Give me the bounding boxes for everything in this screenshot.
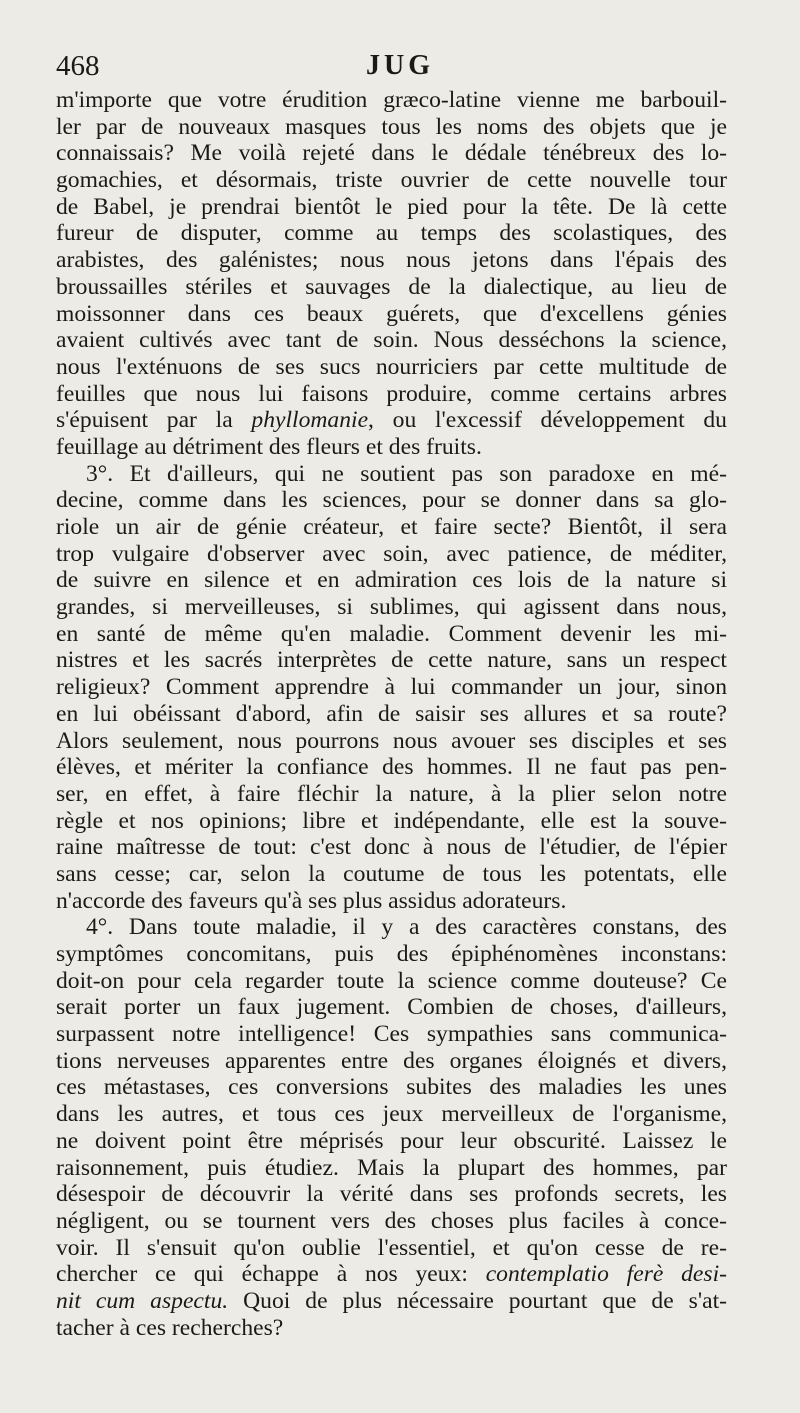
text-line: feuilles que nous lui faisons produire, comme certains arbres [56, 380, 727, 407]
text-line: en lui obéissant d'abord, afin de saisir ses allures et sa route? [56, 700, 727, 727]
text-line: serait porter un faux jugement. Combien de choses, d'ailleurs, [56, 994, 727, 1021]
text-line: nistres et les sacrés interprètes de cette nature, sans un respect [56, 647, 727, 674]
text-line: riole un air de génie créateur, et faire secte? Bientôt, il sera [56, 514, 727, 540]
text-line: ser, en effet, à faire fléchir la nature, à la plier selon notre [56, 780, 727, 807]
text-line: 4°. Dans toute maladie, il y a des caractères constans, des [86, 914, 727, 941]
text-line: en santé de même qu'en maladie. Comment devenir les mi- [56, 620, 727, 647]
text-line [56, 1288, 727, 1315]
text-line [56, 407, 727, 434]
text-line: dans les autres, et tous ces jeux merveilleux de l'organisme, [56, 1101, 727, 1128]
text-line: symptômes concomitans, puis des épiphénomènes inconstans: [56, 941, 727, 967]
text-line: gomachies, et désormais, triste ouvrier de cette nouvelle tour [56, 167, 727, 194]
text-line: n'accorde des faveurs qu'à ses plus assidus adorateurs. [56, 887, 567, 914]
running-head: JUG [366, 50, 434, 81]
body-text [56, 87, 727, 1341]
text-segment: chercher ce qui échappe à nos yeux: [56, 1261, 486, 1288]
text-line: decine, comme dans les sciences, pour se donner dans sa glo- [56, 487, 727, 514]
text-segment: Quoi de plus nécessaire pourtant que de s'at- [228, 1287, 727, 1314]
text-segment: , ou l'excessif développement du [368, 407, 727, 434]
text-line [56, 1261, 727, 1288]
text-line: Alors seulement, nous pourrons nous avouer ses disciples et ses [56, 727, 727, 754]
page-header [56, 50, 744, 86]
text-line: désespoir de découvrir la vérité dans ses profonds secrets, les [56, 1181, 727, 1208]
text-line: ler par de nouveaux masques tous les noms des objets que je [56, 113, 727, 140]
text-line: nous l'exténuons de ses sucs nourriciers par cette multitude de [56, 353, 727, 380]
text-line: fureur de disputer, comme au temps des scolastiques, des [56, 220, 727, 247]
page-number: 468 [56, 50, 100, 82]
text-line: avaient cultivés avec tant de soin. Nous desséchons la science, [56, 327, 727, 354]
text-line: raine maîtresse de tout: c'est donc à nous de l'étudier, de l'épier [56, 834, 727, 861]
text-line: connaissais? Me voilà rejeté dans le dédale ténébreux des lo- [56, 140, 727, 167]
text-line: tacher à ces recherches? [56, 1314, 284, 1341]
text-line: trop vulgaire d'observer avec soin, avec patience, de méditer, [56, 540, 727, 567]
text-line: raisonnement, puis étudiez. Mais la plupart des hommes, par [56, 1154, 727, 1181]
text-line: tions nerveuses apparentes entre des organes éloignés et divers, [56, 1047, 727, 1074]
text-line: sans cesse; car, selon la coutume de tous les potentats, elle [56, 860, 727, 887]
text-line: négligent, ou se tournent vers des choses plus faciles à conce- [56, 1207, 727, 1234]
text-line: feuillage au détriment des fleurs et des fruits. [56, 433, 482, 460]
text-line: moissonner dans ces beaux guérets, que d'excellens génies [56, 300, 727, 327]
text-line: ces métastases, ces conversions subites des maladies les unes [56, 1074, 727, 1101]
text-line: m'importe que votre érudition græco-latine vienne me barbouil- [56, 87, 727, 113]
italic-segment: phyllomanie [251, 407, 369, 434]
text-line: arabistes, des galénistes; nous nous jetons dans l'épais des [56, 247, 727, 274]
text-line: ne doivent point être méprisés pour leur obscurité. Laissez le [56, 1127, 727, 1154]
text-line: doit-on pour cela regarder toute la science comme douteuse? Ce [56, 967, 727, 994]
text-line: religieux? Comment apprendre à lui commander un jour, sinon [56, 674, 727, 701]
italic-segment: contemplatio ferè desi- [485, 1261, 727, 1288]
text-line: élèves, et mériter la confiance des hommes. Il ne faut pas pen- [56, 754, 727, 781]
italic-segment: nit cum aspectu. [56, 1287, 229, 1314]
text-line: grandes, si merveilleuses, si sublimes, qui agissent dans nous, [56, 594, 727, 621]
text-line: de suivre en silence et en admiration ces lois de la nature si [56, 567, 727, 594]
text-segment: s'épuisent par la [56, 407, 252, 434]
text-line: surpassent notre intelligence! Ces sympathies sans communica- [56, 1021, 727, 1048]
text-line: voir. Il s'ensuit qu'on oublie l'essentiel, et qu'on cesse de re- [56, 1234, 727, 1261]
text-line: 3°. Et d'ailleurs, qui ne soutient pas son paradoxe en mé- [86, 460, 727, 487]
text-line: règle et nos opinions; libre et indépendante, elle est la souve- [56, 807, 727, 834]
text-line: de Babel, je prendrai bientôt le pied pour la tête. De là cette [56, 193, 727, 220]
text-line: broussailles stériles et sauvages de la dialectique, au lieu de [56, 273, 727, 300]
